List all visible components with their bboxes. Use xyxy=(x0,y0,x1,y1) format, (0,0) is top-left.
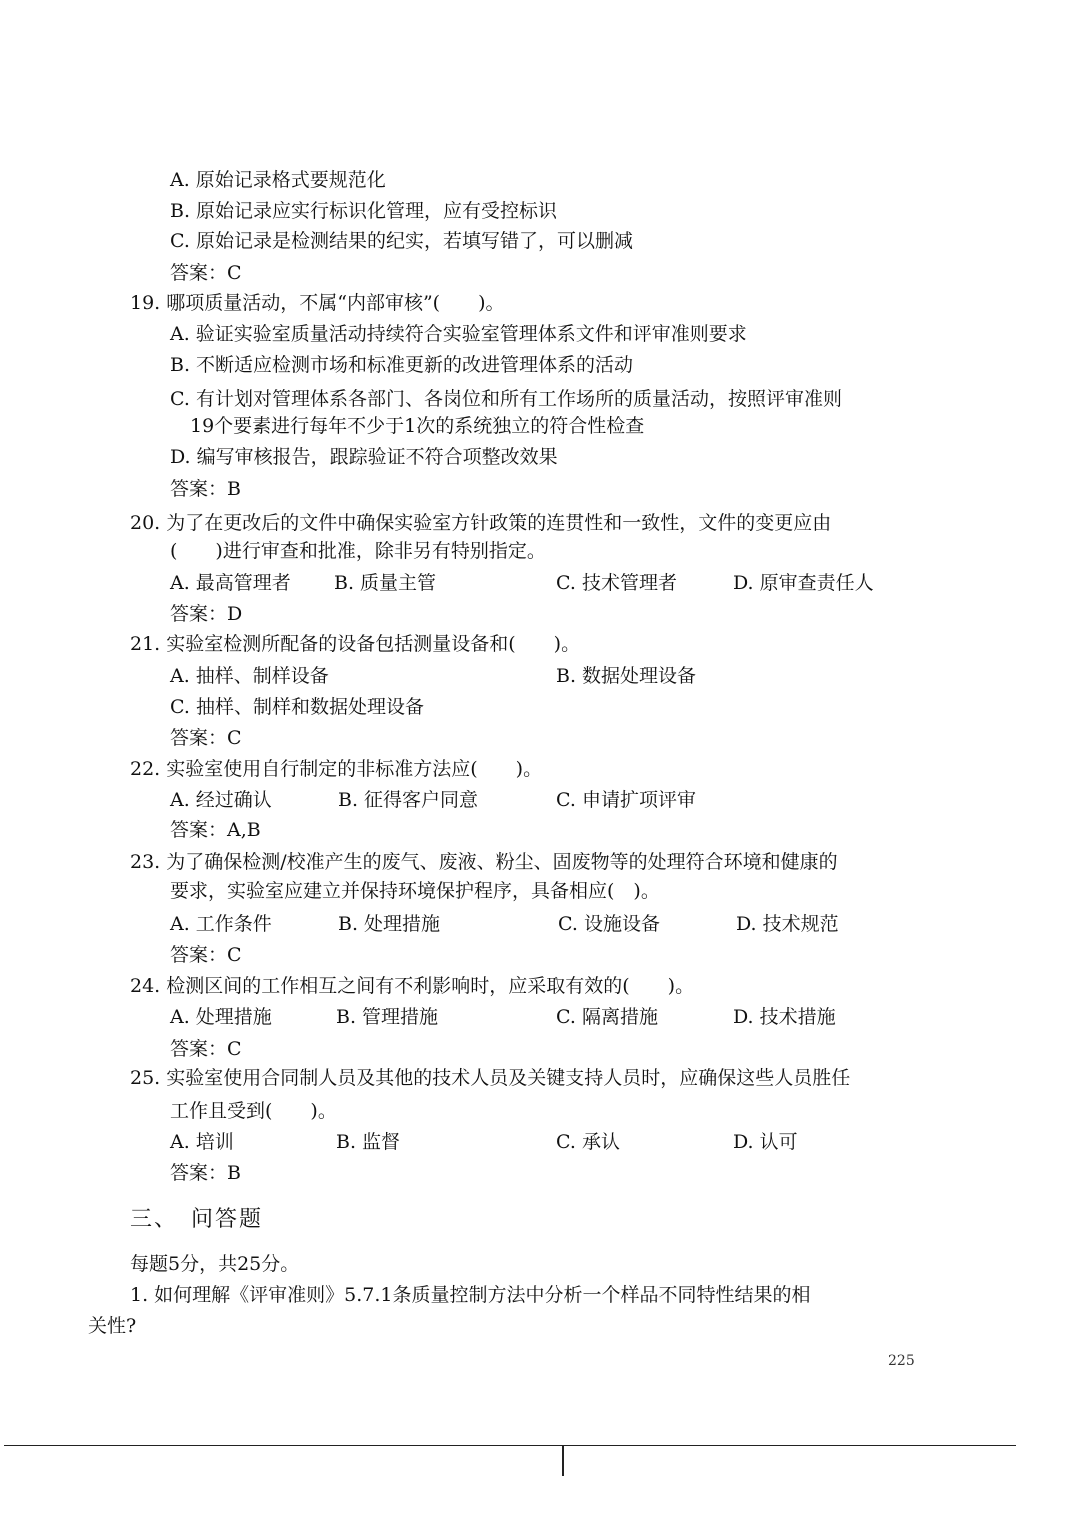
q18-option-b: B. 原始记录应实行标识化管理，应有受控标识 xyxy=(170,200,558,222)
essay-question-1-line2: 关性? xyxy=(88,1315,137,1337)
q20-option-a: A. 最高管理者 xyxy=(170,572,291,594)
q19-option-b: B. 不断适应检测市场和标准更新的改进管理体系的活动 xyxy=(170,354,634,376)
q21-option-b: B. 数据处理设备 xyxy=(556,665,697,687)
q25-answer: 答案：B xyxy=(170,1162,241,1184)
q23-option-b: B. 处理措施 xyxy=(338,913,441,935)
q24-option-c: C. 隔离措施 xyxy=(556,1006,658,1028)
footer-center-tick xyxy=(562,1446,564,1476)
q19-option-a: A. 验证实验室质量活动持续符合实验室管理体系文件和评审准则要求 xyxy=(170,323,747,345)
footer-rule xyxy=(4,1445,1016,1446)
q23-stem-line1: 23. 为了确保检测/校准产生的废气、废液、粉尘、固废物等的处理符合环境和健康的 xyxy=(130,851,838,873)
q23-option-a: A. 工作条件 xyxy=(170,913,272,935)
q22-stem: 22. 实验室使用自行制定的非标准方法应( )。 xyxy=(130,758,543,780)
q24-stem: 24. 检测区间的工作相互之间有不利影响时，应采取有效的( )。 xyxy=(130,975,695,997)
q24-option-b: B. 管理措施 xyxy=(336,1006,439,1028)
section-scoring-note: 每题5分，共25分。 xyxy=(130,1253,300,1275)
q23-option-d: D. 技术规范 xyxy=(736,913,839,935)
q21-option-c: C. 抽样、制样和数据处理设备 xyxy=(170,696,424,718)
q21-answer: 答案：C xyxy=(170,727,242,749)
q19-option-d: D. 编写审核报告，跟踪验证不符合项整改效果 xyxy=(170,446,558,468)
q25-stem-line2: 工作且受到( )。 xyxy=(170,1100,337,1122)
q20-option-d: D. 原审查责任人 xyxy=(733,572,874,594)
q18-answer: 答案：C xyxy=(170,262,242,284)
q22-option-b: B. 征得客户同意 xyxy=(338,789,479,811)
q23-answer: 答案：C xyxy=(170,944,242,966)
q19-stem: 19. 哪项质量活动，不属“内部审核”( )。 xyxy=(130,292,505,314)
q24-option-d: D. 技术措施 xyxy=(733,1006,836,1028)
q25-option-c: C. 承认 xyxy=(556,1131,620,1153)
q20-answer: 答案：D xyxy=(170,603,243,625)
q22-option-a: A. 经过确认 xyxy=(170,789,272,811)
q25-stem-line1: 25. 实验室使用合同制人员及其他的技术人员及关键支持人员时，应确保这些人员胜任 xyxy=(130,1067,851,1089)
q25-option-b: B. 监督 xyxy=(336,1131,401,1153)
q20-option-b: B. 质量主管 xyxy=(334,572,437,594)
q21-option-a: A. 抽样、制样设备 xyxy=(170,665,329,687)
q18-option-c: C. 原始记录是检测结果的纪实，若填写错了，可以删减 xyxy=(170,230,633,252)
q23-stem-line2: 要求，实验室应建立并保持环境保护程序，具备相应( )。 xyxy=(170,880,660,902)
section-heading: 三、 问答题 xyxy=(130,1207,264,1232)
q18-option-a: A. 原始记录格式要规范化 xyxy=(170,169,386,191)
essay-question-1-line1: 1. 如何理解《评审准则》5.7.1条质量控制方法中分析一个样品不同特性结果的相 xyxy=(130,1284,811,1306)
q19-option-c-line1: C. 有计划对管理体系各部门、各岗位和所有工作场所的质量活动，按照评审准则 xyxy=(170,388,842,410)
q24-option-a: A. 处理措施 xyxy=(170,1006,272,1028)
q21-stem: 21. 实验室检测所配备的设备包括测量设备和( )。 xyxy=(130,633,581,655)
page-number: 225 xyxy=(888,1353,915,1369)
q19-option-c-line2: 19个要素进行每年不少于1次的系统独立的符合性检查 xyxy=(190,415,645,437)
q25-option-a: A. 培训 xyxy=(170,1131,234,1153)
q22-answer: 答案：A,B xyxy=(170,819,261,841)
q24-answer: 答案：C xyxy=(170,1038,242,1060)
q25-option-d: D. 认可 xyxy=(733,1131,798,1153)
q20-stem-line1: 20. 为了在更改后的文件中确保实验室方针政策的连贯性和一致性，文件的变更应由 xyxy=(130,512,832,534)
q20-option-c: C. 技术管理者 xyxy=(556,572,677,594)
q23-option-c: C. 设施设备 xyxy=(558,913,660,935)
q19-answer: 答案：B xyxy=(170,478,241,500)
q20-stem-line2: ( )进行审查和批准，除非另有特别指定。 xyxy=(170,540,546,562)
q22-option-c: C. 申请扩项评审 xyxy=(556,789,696,811)
